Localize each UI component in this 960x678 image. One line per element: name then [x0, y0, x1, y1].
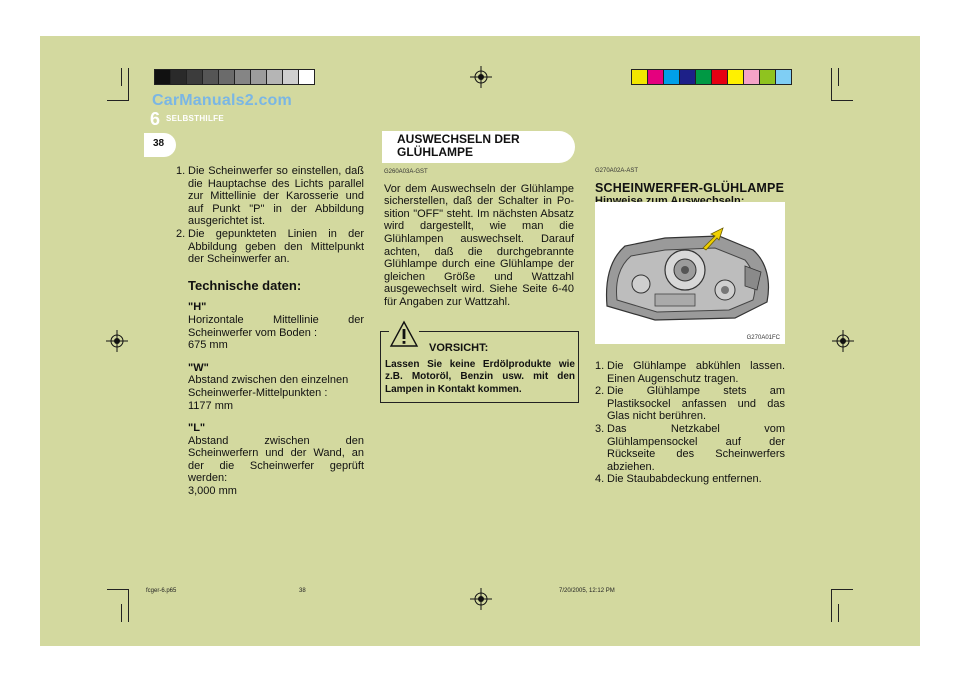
color-swatch [760, 70, 776, 84]
color-swatch [744, 70, 760, 84]
color-swatch [171, 70, 187, 84]
reference-code: G260A03A-GST [384, 169, 428, 175]
footer-page: 38 [299, 588, 306, 594]
color-swatch [696, 70, 712, 84]
tech-data-heading: Technische daten: [188, 277, 302, 293]
color-swatch [155, 70, 171, 84]
color-swatch [251, 70, 267, 84]
image-caption: G270A01FC [746, 335, 780, 341]
watermark: CarManuals2.com [152, 92, 292, 109]
color-swatch [203, 70, 219, 84]
right-column-steps [595, 360, 785, 486]
headlamp-illustration [595, 202, 785, 344]
registration-mark-top [470, 66, 492, 88]
color-swatch [299, 70, 314, 84]
spec-h: "H" Horizontale Mittellinie der Scheinwerfer vom Boden : 675 mm [188, 301, 364, 352]
color-swatch [680, 70, 696, 84]
registration-mark-bottom [470, 588, 492, 610]
color-swatch [776, 70, 791, 84]
color-swatch [187, 70, 203, 84]
caution-text: Lassen Sie keine Erdölprodukte wie z.B. Motoröl, Benzin usw. mit den Lampen in Kontakt kommen. [385, 359, 575, 395]
headlamp-image [595, 202, 785, 344]
chapter-title: SELBSTHILFE [166, 114, 224, 123]
caution-title: VORSICHT: [429, 342, 489, 354]
registration-mark-left [106, 330, 128, 352]
color-swatch [219, 70, 235, 84]
caution-box [380, 331, 579, 403]
list-item: 2. Die Glühlampe stets am Plastiksockel anfassen und das Glas nicht berühren. [595, 385, 785, 423]
list-item: 1. Die Glühlampe abkühlen lassen. Einen Augenschutz tragen. [595, 360, 785, 385]
grayscale-color-bar [154, 69, 315, 85]
spec-w: "W" Abstand zwischen den einzelnen Scheinwerfer-Mittelpunkten : 1177 mm [188, 361, 349, 412]
reference-code: G270A02A-AST [595, 168, 639, 174]
footer-filename: fcger-6.p65 [146, 588, 177, 594]
color-swatch [267, 70, 283, 84]
list-item: 2. Die gepunkteten Linien in der Abbildung geben den Mittelpunkt der Scheinwerfer an. [176, 227, 364, 266]
registration-mark-right [832, 330, 854, 352]
list-item: 3. Das Netzkabel vom Glühlampensockel auf der Rückseite des Scheinwerfers abziehen. [595, 422, 785, 473]
intro-paragraph: Vor dem Auswechseln der Glühlampe sicherstellen, daß der Schalter in Po-sition "OFF" steht. Im nächsten Absatz wird dargestellt, wie man die Glühlampen auswechselt. Darauf achten, daß die durchgebrannte Glühlampe durch eine Glühlampe der gleichen Größe und Wattzahl ausgewechselt wird. Siehe Seite 6-40 für Angaben zur Wattzahl. [384, 182, 574, 308]
color-swatch [632, 70, 648, 84]
section-title: AUSWECHSELN DER GLÜHLAMPE [397, 132, 520, 159]
color-swatch [728, 70, 744, 84]
chapter-number: 6 [150, 109, 161, 129]
color-swatch [664, 70, 680, 84]
middle-column [384, 166, 574, 309]
list-item: 4. Die Staubabdeckung entfernen. [595, 473, 762, 486]
color-swatch [283, 70, 299, 84]
page-number: 38 [153, 138, 165, 149]
list-item: 1. Die Scheinwerfer so einstellen, daß die Hauptachse des Lichts parallel zur Mittellinie der Karosserie und auf Punkt "P" in der Abbildung ausgerichtet ist. [176, 165, 364, 228]
section-heading: SCHEINWERFER-GLÜHLAMPE [595, 180, 785, 195]
footer-timestamp: 7/20/2005, 12:12 PM [559, 588, 615, 594]
color-swatch [235, 70, 251, 84]
color-swatch [648, 70, 664, 84]
process-color-bar [631, 69, 792, 85]
spec-l: "L" Abstand zwischen den Scheinwerfern und der Wand, an der die Scheinwerfer geprüft werden: 3,000 mm [188, 422, 364, 498]
warning-icon [389, 320, 419, 348]
left-column [176, 165, 364, 508]
color-swatch [712, 70, 728, 84]
